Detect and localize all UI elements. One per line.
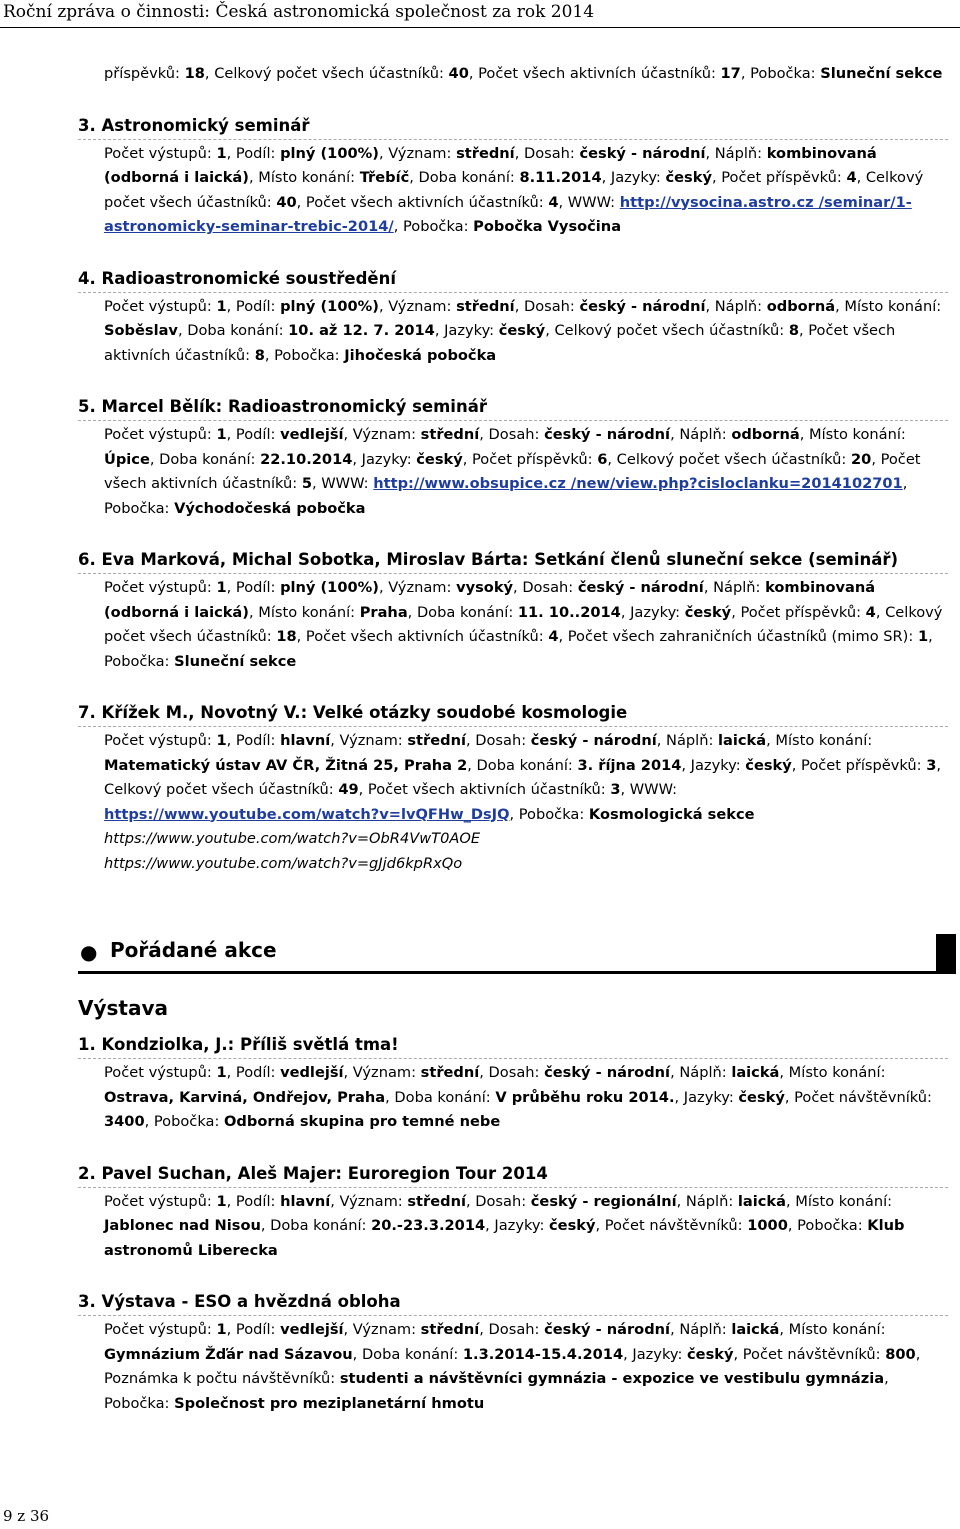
field-value: český - národní [544,1321,671,1338]
field-value: český - regionální [530,1192,677,1210]
field-label: , Místo konání: [779,1321,886,1338]
field-value: Matematický ústav AV ČR, Žitná 25, Praha 2 [104,756,468,774]
field-value: 5 [301,475,312,492]
list-item [78,1291,948,1416]
field-value: 1 [216,732,227,749]
field-value: český - národní [530,732,657,749]
section-heading [78,934,956,974]
field-label: , Podíl: [226,1192,281,1210]
field-label: , Počet návštěvníků: [595,1217,748,1234]
field-label: , Doba konání: [177,322,289,339]
field-value: laická [718,732,767,749]
field-value: kombinovaná (odborná i laická) [104,579,876,621]
field-value: plný (100%) [280,297,379,315]
list-item [78,268,948,369]
field-label: , Význam: [330,1192,408,1210]
field-label: Počet výstupů: [104,1321,217,1338]
field-value: 800 [885,1345,916,1363]
field-value: vedlejší [280,1321,344,1338]
item-title: 6. Eva Marková, Michal Sobotka, Miroslav Bárta: Setkání členů sluneční sekce (seminář) [78,549,948,574]
item-title: 7. Křížek M., Novotný V.: Velké otázky soudobé kosmologie [78,702,948,727]
field-value: 1 [216,1192,227,1210]
field-label: , Dosah: [479,1064,545,1081]
field-value: 40 [448,65,469,82]
www-link[interactable]: http://www.obsupice.cz /new/view.php?cisloclanku=2014102701 [373,475,903,492]
field-value: 3 [926,756,937,774]
field-label: , Doba konání: [352,1345,463,1363]
page-number: 9 z 36 [3,1507,50,1525]
field-label: Počet výstupů: [104,426,217,443]
field-label: , Jazyky: [623,1345,688,1363]
field-value: 4 [846,169,857,186]
field-value: 22.10.2014 [260,450,353,468]
field-label: , Počet návštěvníků: [733,1345,886,1363]
field-label: , Význam: [343,1064,421,1081]
field-label: , Jazyky: [674,1088,739,1106]
field-label: , Počet všech aktivních účastníků: [296,628,549,645]
field-value: odborná [731,426,800,443]
item-title: 4. Radioastronomické soustředění [78,268,948,293]
field-value: český - národní [544,1064,671,1081]
field-value: Klub astronomů Liberecka [104,1217,905,1259]
field-label: , Celkový počet všech účastníků: [545,322,789,339]
seminar-list [78,115,948,877]
field-value: 1 [216,297,227,315]
field-value: střední [456,297,515,315]
field-value: hlavní [280,1192,331,1210]
field-value: 10. až 12. 7. 2014 [288,322,435,339]
field-label: , Náplň: [705,144,767,162]
field-value: plný (100%) [280,579,379,596]
field-value: střední [420,1321,480,1338]
field-label: , Náplň: [670,1321,732,1338]
field-value: 20.-23.3.2014 [371,1217,486,1234]
field-value: 3. října 2014 [577,756,682,774]
list-item [78,1163,948,1264]
field-value: Pobočka Vysočina [473,218,622,235]
field-label: , Místo konání: [766,732,873,749]
field-label: , Podíl: [226,1064,281,1081]
field-value: 6 [597,450,608,468]
field-value: střední [456,144,515,162]
field-label: , Pobočka: [509,805,589,823]
field-label: , Počet všech aktivních účastníků: [358,781,611,798]
field-label: , Místo konání: [779,1064,886,1081]
field-label: , Význam: [343,1321,421,1338]
field-label: , Počet všech aktivních účastníků: [468,65,721,82]
item-details [78,1061,948,1135]
field-value: vedlejší [280,1064,344,1081]
field-value: 8.11.2014 [519,169,602,186]
field-label: Počet výstupů: [104,144,217,162]
item-details [78,142,948,240]
item-title: 2. Pavel Suchan, Aleš Majer: Euroregion Tour 2014 [78,1163,948,1188]
field-label: , Náplň: [670,426,732,443]
field-label: , Místo konání: [248,169,360,186]
field-label: , Počet návštěvníků: [784,1088,932,1106]
field-value: V průběhu roku 2014. [495,1088,675,1106]
field-value: kombinovaná (odborná i laická) [104,144,877,186]
field-value: Východočeská pobočka [174,499,366,517]
field-value: 1 [216,579,227,596]
item-details [78,1318,948,1416]
field-value: 1 [216,426,227,443]
field-label: , Pobočka: [104,628,933,670]
field-label: Počet výstupů: [104,1064,217,1081]
field-label: , Počet všech aktivních účastníků: [104,322,896,364]
field-label: , Dosah: [465,732,531,749]
extra-url: https://www.youtube.com/watch?v=ObR4VwT0AOE [104,830,481,847]
field-value: 17 [720,65,741,82]
field-value: 8 [788,322,799,339]
field-value: laická [731,1321,780,1338]
field-label: , Podíl: [226,426,281,443]
field-value: 3400 [104,1113,145,1130]
field-value: 4 [865,603,876,621]
item-details [78,576,948,674]
field-label: , Podíl: [226,297,281,315]
field-value: 3 [610,781,621,798]
field-label: , Pobočka: [740,65,821,82]
field-value: 18 [276,628,297,645]
field-label: , Počet příspěvků: [711,169,847,186]
exhibition-list [78,1034,948,1416]
www-link[interactable]: http://vysocina.astro.cz /seminar/1-astronomicky-seminar-trebic-2014/ [104,193,912,235]
field-label: , Celkový počet všech účastníků: [104,756,942,798]
list-item [78,115,948,240]
field-value: 49 [338,781,359,798]
field-value: český - národní [579,144,706,162]
field-value: Praha [359,603,408,621]
bullet-icon: ● [80,940,98,964]
field-value: Sluneční sekce [820,65,943,82]
field-label: , Doba konání: [149,450,261,468]
field-label: , Náplň: [656,732,719,749]
field-value: 8 [254,346,265,364]
field-value: Gymnázium Žďár nad Sázavou [104,1345,353,1363]
field-label: , Jazyky: [434,322,499,339]
item-title: 3. Astronomický seminář [78,115,948,140]
field-label: , Náplň: [703,579,766,596]
list-item [78,396,948,521]
field-label: , Náplň: [676,1192,738,1210]
extra-url: https://www.youtube.com/watch?v=gJjd6kpRxQo [104,854,463,872]
field-label: , Dosah: [513,579,578,596]
field-value: odborná [766,297,836,315]
field-value: střední [407,732,466,749]
field-value: střední [407,1192,466,1210]
field-label: , Doba konání: [385,1088,496,1106]
field-value: český - národní [544,426,671,443]
field-value: 18 [184,65,205,82]
field-label: , Celkový počet všech účastníků: [204,65,449,82]
field-value: český - národní [577,579,704,596]
field-value: 1 [216,144,227,162]
field-label: , Význam: [378,144,457,162]
field-value: Kosmologická sekce [588,805,755,823]
field-label: , Pobočka: [104,1370,889,1412]
field-label: , Náplň: [670,1064,732,1081]
list-item [78,549,948,674]
subsection-title: Výstava [78,996,169,1020]
field-label: , Počet všech zahraničních účastníků (mimo SR): [558,628,918,645]
field-value: plný (100%) [280,144,379,162]
field-label: , WWW: [311,475,374,492]
field-label: , WWW: [558,193,620,211]
field-label: , Dosah: [479,1321,545,1338]
field-label: , Počet příspěvků: [791,756,927,774]
field-value: Ostrava, Karviná, Ondřejov, Praha [104,1088,386,1106]
field-label: , Význam: [343,426,421,443]
item-details [78,1190,948,1264]
field-label: , Jazyky: [620,603,685,621]
field-label: , Jazyky: [601,169,666,186]
field-value: hlavní [280,732,331,749]
field-value: střední [420,426,480,443]
field-value: 20 [851,450,872,468]
page-header [0,0,960,28]
field-label: Počet výstupů: [104,297,217,315]
field-label: , Doba konání: [409,169,520,186]
field-label: , Doba konání: [260,1217,372,1234]
field-label: , Místo konání: [835,297,942,315]
field-value: 11. 10..2014 [517,603,621,621]
field-label: , Dosah: [465,1192,531,1210]
item-title: 5. Marcel Bělík: Radioastronomický seminář [78,396,948,421]
field-label: , Počet příspěvků: [462,450,598,468]
field-value: studenti a návštěvníci gymnázia - expozice ve vestibulu gymnázia [339,1370,885,1387]
item-details [78,729,948,876]
field-value: laická [731,1064,780,1081]
field-label: , Dosah: [514,297,580,315]
report-title: Roční zpráva o činnosti: Česká astronomická společnost za rok 2014 [3,2,595,22]
field-value: Jablonec nad Nisou [104,1217,261,1234]
field-label: , Doba konání: [407,603,518,621]
item-details [78,295,948,369]
field-label: , Podíl: [226,1321,281,1338]
field-label: , Celkový počet všech účastníků: [607,450,851,468]
field-label: , Místo konání: [785,1192,893,1210]
field-value: vedlejší [280,426,344,443]
item-title: 1. Kondziolka, J.: Příliš světlá tma! [78,1034,948,1059]
field-value: český [416,450,463,468]
field-label: , Význam: [378,579,457,596]
field-label: , Pobočka: [393,218,474,235]
field-value: Třebíč [359,169,410,186]
field-label: , Význam: [330,732,408,749]
field-label: , Pobočka: [144,1113,225,1130]
field-label: , Pobočka: [264,346,345,364]
field-value: český [738,1088,785,1106]
item-title: 3. Výstava - ESO a hvězdná obloha [78,1291,948,1316]
field-label: , Celkový počet všech účastníků: [104,603,943,645]
field-label: , Podíl: [226,579,281,596]
list-item [78,702,948,876]
field-value: Sluneční sekce [174,652,297,670]
field-value: 1.3.2014-15.4.2014 [462,1345,624,1363]
field-value: Soběslav [104,322,178,339]
field-label: , Jazyky: [485,1217,550,1234]
www-link[interactable]: https://www.youtube.com/watch?v=lvQFHw_DsJQ [104,805,510,823]
field-label: , Místo konání: [248,603,360,621]
field-value: český - národní [579,297,706,315]
field-label: , WWW: [620,781,678,798]
field-label: , Pobočka: [104,475,908,517]
section-heading-text: Pořádané akce [110,938,277,962]
list-item [78,1034,948,1135]
field-label: , Poznámka k počtu návštěvníků: [104,1345,921,1387]
field-label: , Počet všech aktivních účastníků: [296,193,549,211]
field-label: Počet výstupů: [104,1192,217,1210]
field-label: , Podíl: [226,732,281,749]
field-value: laická [737,1192,786,1210]
field-value: český [665,169,712,186]
field-value: český [684,603,732,621]
field-value: 40 [276,193,297,211]
field-value: český [745,756,792,774]
field-label: , Doba konání: [467,756,578,774]
field-value: 1 [216,1064,227,1081]
field-value: Úpice [104,450,150,468]
field-label: příspěvků: [104,65,185,82]
field-label: , Jazyky: [681,756,746,774]
field-value: Společnost pro meziplanetární hmotu [174,1394,485,1412]
field-label: Počet výstupů: [104,579,217,596]
field-label: , Dosah: [514,144,580,162]
field-value: 4 [548,628,559,645]
field-value: český [498,322,546,339]
field-value: 1 [216,1321,227,1338]
field-label: , Jazyky: [352,450,417,468]
field-label: , Podíl: [226,144,281,162]
field-value: Odborná skupina pro temné nebe [224,1113,501,1130]
field-label: , Místo konání: [799,426,906,443]
field-value: český [687,1345,734,1363]
item-details [78,423,948,521]
field-value: 1 [917,628,929,645]
continued-paragraph [78,62,948,87]
field-value: vysoký [456,579,514,596]
field-label: , Dosah: [479,426,545,443]
field-value: 4 [548,193,559,211]
field-label: , Počet všech aktivních účastníků: [104,450,921,492]
field-label: , Náplň: [705,297,767,315]
field-value: český [549,1217,596,1234]
field-value: 1000 [747,1217,788,1234]
heading-bar [936,934,956,974]
field-label: , Význam: [378,297,457,315]
field-label: , Celkový počet všech účastníků: [104,169,924,211]
field-value: střední [420,1064,480,1081]
field-value: Jihočeská pobočka [344,346,497,364]
field-label: , Počet příspěvků: [731,603,866,621]
field-label: Počet výstupů: [104,732,217,749]
document-content [78,62,948,1444]
field-label: , Pobočka: [787,1217,868,1234]
